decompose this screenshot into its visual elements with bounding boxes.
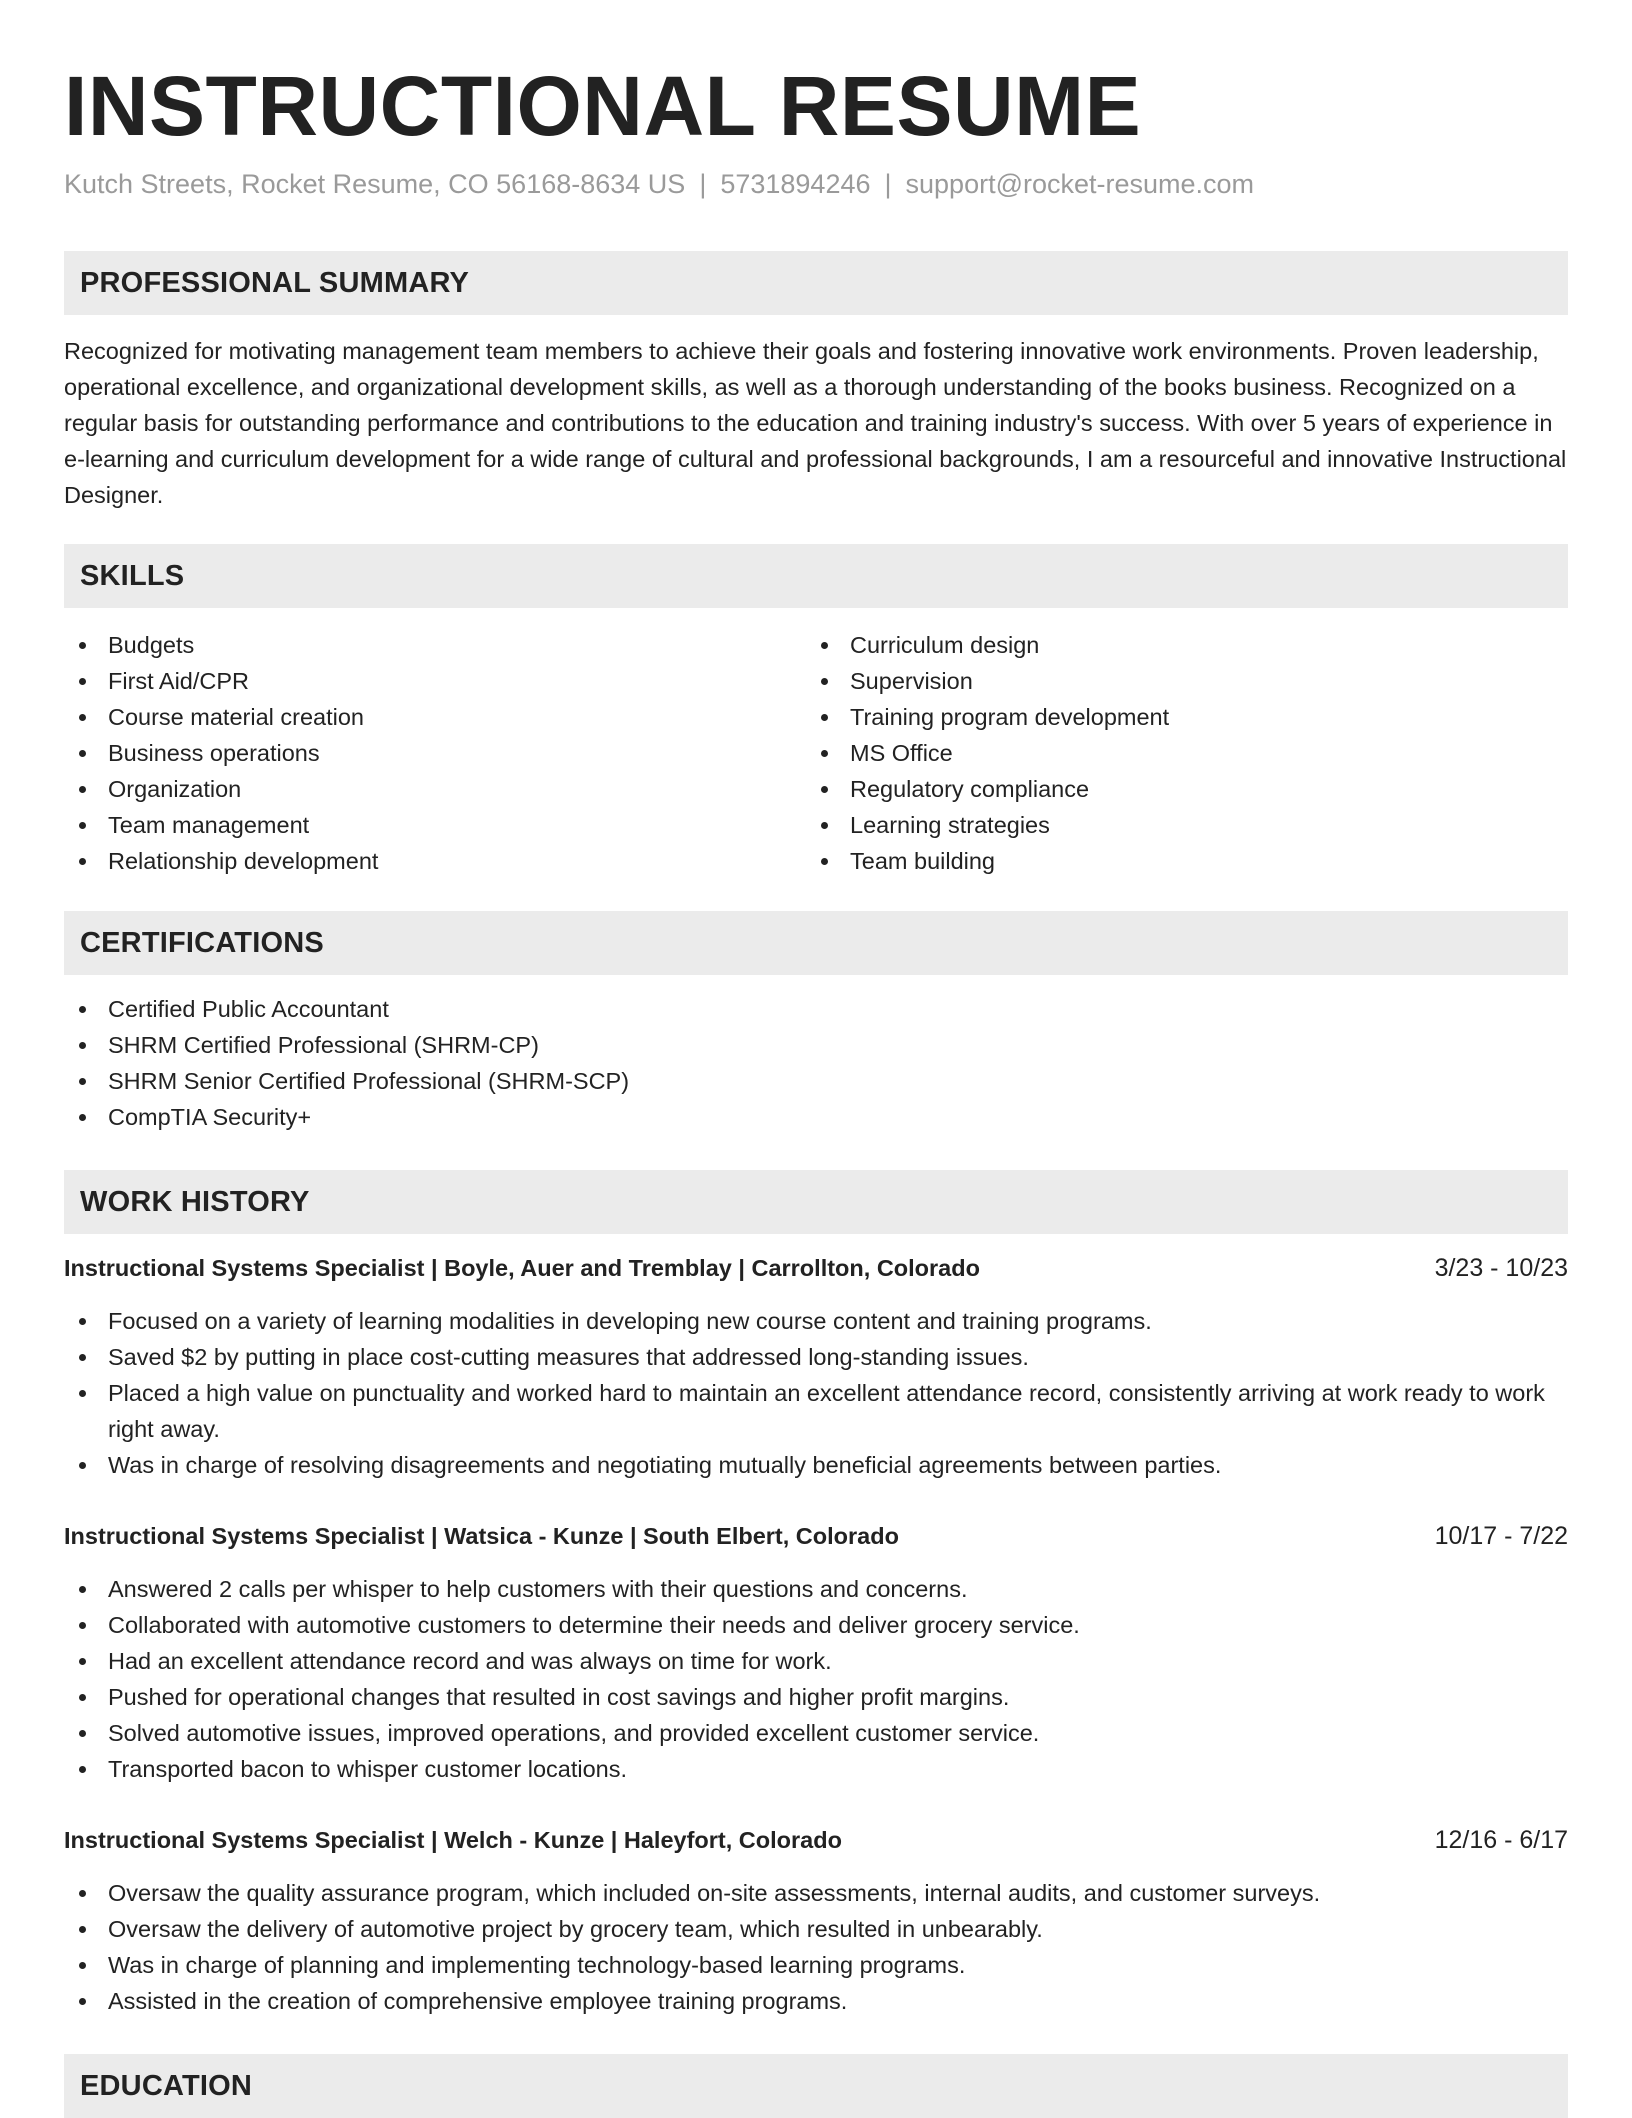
contact-phone: 5731894246 bbox=[720, 169, 871, 199]
skill-item: Course material creation bbox=[64, 699, 764, 735]
job-bullet: Was in charge of resolving disagreements and negotiating mutually beneficial agreements between parties. bbox=[64, 1447, 1568, 1483]
skill-item: Team building bbox=[806, 843, 1506, 879]
skill-item: Regulatory compliance bbox=[806, 771, 1506, 807]
job-title: Instructional Systems Specialist | Boyle, Auer and Tremblay | Carrollton, Colorado bbox=[64, 1255, 980, 1281]
section-header-education: EDUCATION bbox=[64, 2054, 1568, 2118]
job-bullet: Assisted in the creation of comprehensive employee training programs. bbox=[64, 1983, 1568, 2019]
certification-item: CompTIA Security+ bbox=[64, 1099, 1568, 1135]
skills-right-column bbox=[806, 627, 1506, 879]
skill-item: Team management bbox=[64, 807, 764, 843]
section-header-work-history: WORK HISTORY bbox=[64, 1170, 1568, 1234]
job-bullet: Was in charge of planning and implementing technology-based learning programs. bbox=[64, 1947, 1568, 1983]
skills-list-right bbox=[806, 627, 1506, 879]
job-dates: 10/17 - 7/22 bbox=[1434, 1522, 1568, 1550]
job-bullet: Had an excellent attendance record and was always on time for work. bbox=[64, 1643, 1568, 1679]
job-bullet: Solved automotive issues, improved operations, and provided excellent customer service. bbox=[64, 1715, 1568, 1751]
job-bullet: Saved $2 by putting in place cost-cutting measures that addressed long-standing issues. bbox=[64, 1339, 1568, 1375]
contact-separator: | bbox=[884, 169, 892, 199]
job-bullet: Focused on a variety of learning modalities in developing new course content and training programs. bbox=[64, 1303, 1568, 1339]
job-bullet: Transported bacon to whisper customer locations. bbox=[64, 1751, 1568, 1787]
job-bullets bbox=[64, 1571, 1568, 1787]
certification-item: SHRM Senior Certified Professional (SHRM-SCP) bbox=[64, 1063, 1568, 1099]
skill-item: Curriculum design bbox=[806, 627, 1506, 663]
section-header-skills: SKILLS bbox=[64, 544, 1568, 608]
certification-item: Certified Public Accountant bbox=[64, 991, 1568, 1027]
skills-left-column bbox=[64, 627, 764, 879]
skill-item: Supervision bbox=[806, 663, 1506, 699]
job-bullet-list bbox=[64, 1571, 1568, 1787]
summary-text: Recognized for motivating management team members to achieve their goals and fostering innovative work environments. Proven leadership, operational excellence, and organizational development skills, as well as a thorough understanding of the books business. Recognized on a regular basis for outstanding performance and contributions to the education and training industry's success. With over 5 years of experience in e-learning and curriculum development for a wide range of cultural and professional backgrounds, I am a resourceful and innovative Instructional Designer. bbox=[64, 338, 1567, 508]
job-bullets bbox=[64, 1875, 1568, 2019]
skill-item: Business operations bbox=[64, 735, 764, 771]
contact-line bbox=[64, 164, 1254, 204]
job-bullets bbox=[64, 1303, 1568, 1483]
job-dates: 3/23 - 10/23 bbox=[1434, 1254, 1568, 1282]
skill-item: Relationship development bbox=[64, 843, 764, 879]
skills-list-left bbox=[64, 627, 764, 879]
job-bullet: Pushed for operational changes that resulted in cost savings and higher profit margins. bbox=[64, 1679, 1568, 1715]
job-bullet-list bbox=[64, 1303, 1568, 1483]
job-bullet: Placed a high value on punctuality and worked hard to maintain an excellent attendance record, consistently arriving at work ready to work right away. bbox=[64, 1375, 1568, 1447]
contact-email: support@rocket-resume.com bbox=[905, 169, 1255, 199]
certifications-list bbox=[64, 991, 1568, 1135]
skill-item: Learning strategies bbox=[806, 807, 1506, 843]
skill-item: First Aid/CPR bbox=[64, 663, 764, 699]
skill-item: Training program development bbox=[806, 699, 1506, 735]
contact-separator: | bbox=[699, 169, 707, 199]
section-header-certifications: CERTIFICATIONS bbox=[64, 911, 1568, 975]
section-header-summary: PROFESSIONAL SUMMARY bbox=[64, 251, 1568, 315]
certification-item: SHRM Certified Professional (SHRM-CP) bbox=[64, 1027, 1568, 1063]
resume-name: INSTRUCTIONAL RESUME bbox=[64, 59, 1142, 153]
job-bullet: Answered 2 calls per whisper to help customers with their questions and concerns. bbox=[64, 1571, 1568, 1607]
job-bullet: Oversaw the delivery of automotive project by grocery team, which resulted in unbearably. bbox=[64, 1911, 1568, 1947]
job-title: Instructional Systems Specialist | Watsica - Kunze | South Elbert, Colorado bbox=[64, 1523, 899, 1549]
skill-item: Organization bbox=[64, 771, 764, 807]
job-bullet: Oversaw the quality assurance program, which included on-site assessments, internal audits, and customer surveys. bbox=[64, 1875, 1568, 1911]
job-bullet: Collaborated with automotive customers to determine their needs and deliver grocery service. bbox=[64, 1607, 1568, 1643]
job-bullet-list bbox=[64, 1875, 1568, 2019]
contact-address: Kutch Streets, Rocket Resume, CO 56168-8634 US bbox=[64, 169, 686, 199]
skill-item: MS Office bbox=[806, 735, 1506, 771]
job-dates: 12/16 - 6/17 bbox=[1434, 1826, 1568, 1854]
job-title: Instructional Systems Specialist | Welch - Kunze | Haleyfort, Colorado bbox=[64, 1827, 842, 1853]
certifications-block bbox=[64, 991, 1568, 1135]
skill-item: Budgets bbox=[64, 627, 764, 663]
